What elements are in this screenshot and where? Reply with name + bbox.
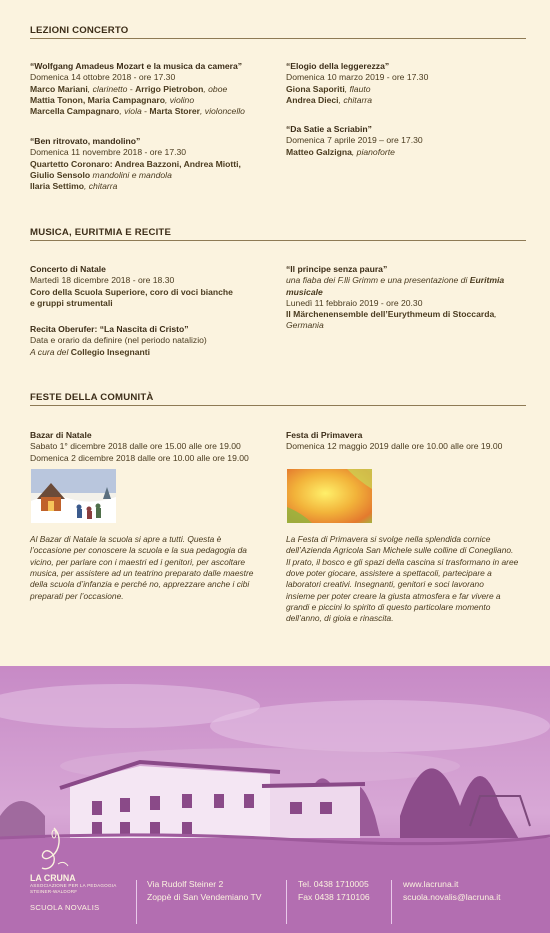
section-feste: [30, 392, 526, 406]
performers-line: Giona Saporiti, flauto: [286, 83, 371, 94]
section-title: MUSICA, EURITMIA E RECITE: [30, 227, 526, 241]
performers-line: Marcella Campagnaro, viola - Marta Storer, violoncello: [30, 106, 245, 117]
primavera-description: La Festa di Primavera si svolge nella splendida cornice dell’Azienda Agricola San Michele sulle colline di Conegliano. Il prato, il bosco e gli spazi della cascina si trasformano in aree dove poter giocare, assistere a spettacoli, partecipare a laboratori creativi. Insegnanti, genitori e soci lavorano insieme per poter creare la giusta atmosfera e far vivere a grandi e piccini lo spirito di questo particolare momento dell’anno, di gioia e rinascita.: [286, 534, 519, 624]
performers-line: Ilaria Settimo, chitarra: [30, 181, 118, 192]
footer-web: [403, 878, 501, 903]
event-title: “Da Satie a Scriabin”: [286, 124, 372, 134]
event-concerto-natale: [30, 264, 270, 309]
event-date: Domenica 12 maggio 2019 dalle ore 10.00 alle ore 19.00: [286, 441, 503, 452]
bazar-description: Al Bazar di Natale la scuola si apre a tutti. Questa è l’occasione per conoscere la scuola e la sua pedagogia da vicino, per parlare con i maestri ed i genitori, per ascoltare musica, per assistere ad un teatrino preparato dalle maestre della scuola d’infanzia e perché no, apprezzare anche i cibi preparati per l’occasione.: [30, 534, 254, 601]
logo-subtitle: ASSOCIAZIONE PER LA PEDAGOGIA STEINER-WALDORF: [30, 883, 117, 894]
cruna-logo-icon: [34, 826, 74, 874]
event-subtitle: una fiaba dei F.lli Grimm e una presentazione di Euritmia: [286, 275, 505, 286]
footer-phone: Tel. 0438 1710005 Fax 0438 1710106: [298, 879, 370, 902]
footer-divider: [286, 880, 287, 924]
footer-divider: [136, 880, 137, 924]
event-primavera: [286, 430, 536, 625]
event-title: Bazar di Natale: [30, 430, 92, 440]
organizer-line: A cura del Collegio Insegnanti: [30, 346, 151, 357]
event-title: “Wolfgang Amadeus Mozart e la musica da camera”: [30, 61, 243, 71]
nativity-painting: [31, 469, 116, 523]
event-title: Concerto di Natale: [30, 264, 106, 274]
event-title: “Elogio della leggerezza”: [286, 61, 390, 71]
logo-name: LA CRUNA: [30, 873, 76, 883]
event-satie: [286, 124, 526, 158]
performers-line: Matteo Galzigna, pianoforte: [286, 146, 395, 157]
event-date: Martedì 18 dicembre 2018 - ore 18.30: [30, 275, 175, 286]
section-musica: [30, 227, 526, 241]
footer-address: Via Rudolf Steiner 2 Zoppè di San Vendemiano TV: [147, 879, 262, 902]
performers-line: Marco Mariani, clarinetto - Arrigo Pietrobon, oboe: [30, 83, 228, 94]
performers-line: Giulio Sensolo mandolini e mandola: [30, 169, 172, 180]
event-mandolino: [30, 136, 270, 192]
event-date: Sabato 1° dicembre 2018 dalle ore 15.00 alle ore 19.00: [30, 441, 241, 452]
event-date: Domenica 14 ottobre 2018 - ore 17.30: [30, 72, 176, 83]
event-date: Data e orario da definire (nel periodo natalizio): [30, 335, 207, 346]
event-title: “Il principe senza paura”: [286, 264, 388, 274]
section-title: LEZIONI CONCERTO: [30, 25, 526, 39]
event-recita-oberufer: [30, 324, 270, 358]
performers-line: Coro della Scuola Superiore, coro di voci bianche: [30, 286, 233, 297]
event-title: Recita Oberufer: “La Nascita di Cristo”: [30, 324, 189, 334]
spring-painting: [287, 469, 372, 523]
email-link[interactable]: scuola.novalis@lacruna.it: [403, 891, 501, 902]
event-principe: [286, 264, 531, 332]
footer-divider: [391, 880, 392, 924]
event-date: Domenica 2 dicembre 2018 dalle ore 10.00 alle ore 19.00: [30, 452, 249, 463]
section-lezioni-concerto: [30, 25, 526, 39]
event-leggerezza: [286, 61, 526, 106]
event-date: Domenica 10 marzo 2019 - ore 17.30: [286, 72, 429, 83]
performers-line: Il Märchenensemble dell’Eurythmeum di Stoccarda,: [286, 309, 497, 320]
event-title: “Ben ritrovato, mandolino”: [30, 136, 141, 146]
performers-line: e gruppi strumentali: [30, 297, 113, 308]
performers-line: Germania: [286, 320, 324, 331]
event-subtitle: musicale: [286, 286, 323, 297]
event-bazar: [30, 430, 280, 602]
event-date: Domenica 7 aprile 2019 – ore 17.30: [286, 135, 423, 146]
event-date: Domenica 11 novembre 2018 - ore 17.30: [30, 147, 187, 158]
performers-line: Quartetto Coronaro: Andrea Bazzoni, Andrea Miotti,: [30, 158, 241, 169]
section-title: FESTE DELLA COMUNITÀ: [30, 392, 526, 406]
event-date: Lunedì 11 febbraio 2019 - ore 20.30: [286, 297, 423, 308]
performers-line: Andrea Dieci, chitarra: [286, 94, 372, 105]
performers-line: Mattia Tonon, Maria Campagnaro, violino: [30, 94, 195, 105]
event-title: Festa di Primavera: [286, 430, 363, 440]
website-link[interactable]: www.lacruna.it: [403, 879, 459, 889]
event-mozart: [30, 61, 270, 117]
logo-school: SCUOLA NOVALIS: [30, 903, 100, 912]
